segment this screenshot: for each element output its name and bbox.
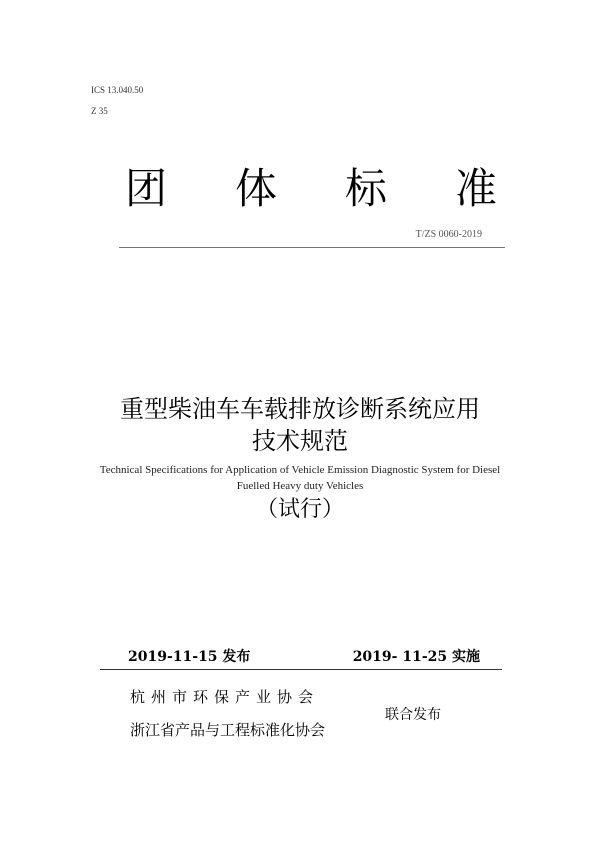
issuer-org-1: 杭州市环保产业协会 [130,688,320,706]
document-title-en-line1: Technical Specifications for Application of Vehicle Emission Diagnostic System for Diesel [99,464,501,476]
publish-date: 2019-11-15 发布 [128,649,251,665]
document-title-zh-line2: 技术规范 [252,427,348,455]
trial-label: （试行） [255,497,344,522]
ccs-code: Z 35 [91,106,108,116]
ics-code: ICS 13.040.50 [91,85,144,95]
footer-divider [100,669,502,670]
standard-number: T/ZS 0060-2019 [415,229,482,240]
standard-type-char: 体 [234,164,277,213]
standard-type-char: 准 [454,164,497,213]
standard-type-char: 团 [125,164,168,213]
standard-type-heading [125,163,497,215]
issuer-org-2: 浙江省产品与工程标准化协会 [130,721,326,739]
joint-issue-label: 联合发布 [385,707,441,723]
document-title-zh-line1: 重型柴油车车载排放诊断系统应用 [120,395,480,423]
header-divider [119,247,505,248]
standard-type-char: 标 [344,164,387,213]
implement-date: 2019- 11-25 实施 [352,649,480,665]
document-title-en-line2: Fuelled Heavy duty Vehicles [236,480,364,492]
